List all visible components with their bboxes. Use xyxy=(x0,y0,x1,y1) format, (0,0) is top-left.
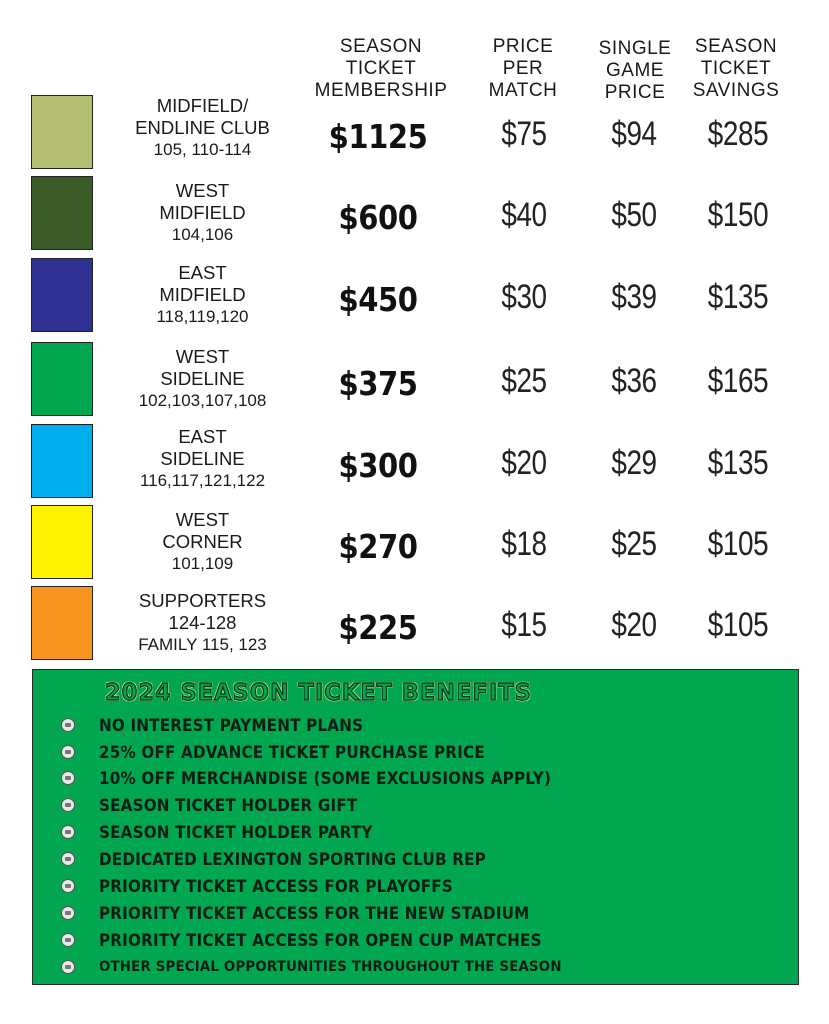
soccer-ball-icon xyxy=(61,825,75,839)
section-name-line1: EAST xyxy=(178,262,227,283)
section-label xyxy=(115,509,290,575)
season-savings: $135 xyxy=(707,278,769,316)
header-single-game-line3: PRICE xyxy=(604,82,666,103)
table-row xyxy=(0,342,829,420)
price-per-match: $75 xyxy=(501,115,547,153)
single-game-price: $50 xyxy=(611,196,657,234)
benefit-text: OTHER SPECIAL OPPORTUNITIES THROUGHOUT THE SEASON xyxy=(99,959,562,975)
table-row xyxy=(0,586,829,664)
section-name-line1: EAST xyxy=(178,426,227,447)
soccer-ball-icon xyxy=(61,718,75,732)
season-savings: $105 xyxy=(707,525,769,563)
section-name-line1: WEST xyxy=(175,180,230,201)
section-numbers: 104,106 xyxy=(171,225,234,244)
season-savings: $105 xyxy=(707,606,769,644)
benefit-item xyxy=(61,955,602,979)
table-row xyxy=(0,258,829,336)
membership-price: $225 xyxy=(338,608,418,647)
price-per-match: $20 xyxy=(501,444,547,482)
single-game-price: $36 xyxy=(611,362,657,400)
header-single-game-line2: GAME xyxy=(606,60,664,81)
table-row xyxy=(0,95,829,173)
price-per-match: $25 xyxy=(501,362,547,400)
benefits-title: 2024 SEASON TICKET BENEFITS xyxy=(105,680,532,706)
benefit-item xyxy=(61,820,396,844)
section-numbers: 116,117,121,122 xyxy=(139,471,266,490)
benefit-item xyxy=(61,928,580,952)
season-savings: $135 xyxy=(707,444,769,482)
table-row xyxy=(0,424,829,502)
section-color-swatch xyxy=(31,176,93,250)
membership-price: $1125 xyxy=(328,117,428,156)
header-per-match-line3: MATCH xyxy=(488,80,558,101)
soccer-ball-icon xyxy=(61,933,75,947)
benefit-item xyxy=(61,713,386,737)
section-numbers: FAMILY 115, 123 xyxy=(138,635,267,654)
soccer-ball-icon xyxy=(61,906,75,920)
header-membership-line1: SEASON xyxy=(339,36,423,57)
season-savings: $150 xyxy=(707,196,769,234)
benefit-text: PRIORITY TICKET ACCESS FOR THE NEW STADIUM xyxy=(99,903,530,923)
price-per-match: $40 xyxy=(501,196,547,234)
membership-price: $375 xyxy=(338,364,418,403)
section-name-line2: SIDELINE xyxy=(160,368,245,389)
benefit-text: SEASON TICKET HOLDER PARTY xyxy=(99,822,373,842)
soccer-ball-icon xyxy=(61,798,75,812)
section-color-swatch xyxy=(31,258,93,332)
soccer-ball-icon xyxy=(61,852,75,866)
single-game-price: $94 xyxy=(611,115,657,153)
section-color-swatch xyxy=(31,424,93,498)
section-label xyxy=(115,590,290,656)
benefit-item xyxy=(61,740,518,764)
section-label xyxy=(115,262,290,328)
benefit-item xyxy=(61,874,484,898)
header-per-match-line1: PRICE xyxy=(492,36,554,57)
section-name-line2: MIDFIELD xyxy=(159,284,246,305)
section-color-swatch xyxy=(31,342,93,416)
benefit-text: NO INTEREST PAYMENT PLANS xyxy=(99,715,364,735)
section-numbers: 102,103,107,108 xyxy=(138,391,267,410)
section-name-line1: MIDFIELD/ xyxy=(156,95,249,116)
benefit-item xyxy=(61,847,520,871)
season-savings: $285 xyxy=(707,115,769,153)
section-name-line1: SUPPORTERS xyxy=(138,590,267,611)
header-single-game-line1: SINGLE xyxy=(598,38,672,59)
section-name-line2: SIDELINE xyxy=(160,448,245,469)
section-name-line1: WEST xyxy=(175,509,230,530)
membership-price: $300 xyxy=(338,446,418,485)
header-membership xyxy=(306,36,456,102)
price-per-match: $30 xyxy=(501,278,547,316)
section-numbers: 118,119,120 xyxy=(156,307,249,326)
section-label xyxy=(115,346,290,412)
price-per-match: $15 xyxy=(501,606,547,644)
section-label xyxy=(115,180,290,246)
section-name-line1: WEST xyxy=(175,346,230,367)
section-name-line2: MIDFIELD xyxy=(159,202,246,223)
header-per-match-line2: PER xyxy=(502,58,544,79)
membership-price: $270 xyxy=(338,527,418,566)
single-game-price: $29 xyxy=(611,444,657,482)
soccer-ball-icon xyxy=(61,879,75,893)
soccer-ball-icon xyxy=(61,745,75,759)
header-per-match xyxy=(478,36,568,102)
header-membership-line3: MEMBERSHIP xyxy=(314,80,448,101)
benefit-text: PRIORITY TICKET ACCESS FOR OPEN CUP MATCHES xyxy=(99,930,542,950)
section-label xyxy=(115,426,290,492)
table-row xyxy=(0,505,829,583)
membership-price: $450 xyxy=(338,280,418,319)
header-savings-line1: SEASON xyxy=(694,36,778,57)
benefit-text: 25% OFF ADVANCE TICKET PURCHASE PRICE xyxy=(99,742,485,762)
soccer-ball-icon xyxy=(61,960,75,974)
benefit-text: 10% OFF MERCHANDISE (SOME EXCLUSIONS APPLY) xyxy=(99,768,552,788)
section-name-line2: CORNER xyxy=(162,531,243,552)
header-membership-line2: TICKET xyxy=(345,58,417,79)
benefit-item xyxy=(61,766,590,790)
header-savings xyxy=(690,36,782,102)
section-numbers: 105, 110-114 xyxy=(153,140,252,159)
soccer-ball-icon xyxy=(61,771,75,785)
section-color-swatch xyxy=(31,505,93,579)
header-savings-line3: SAVINGS xyxy=(692,80,780,101)
section-name-line2: ENDLINE CLUB xyxy=(135,117,270,138)
section-label xyxy=(115,95,290,161)
benefit-text: PRIORITY TICKET ACCESS FOR PLAYOFFS xyxy=(99,876,453,896)
benefit-text: SEASON TICKET HOLDER GIFT xyxy=(99,795,358,815)
membership-price: $600 xyxy=(338,198,418,237)
section-color-swatch xyxy=(31,586,93,660)
single-game-price: $25 xyxy=(611,525,657,563)
section-color-swatch xyxy=(31,95,93,169)
price-per-match: $18 xyxy=(501,525,547,563)
benefit-item xyxy=(61,901,567,925)
benefit-item xyxy=(61,793,380,817)
benefits-panel xyxy=(32,669,799,985)
table-row xyxy=(0,176,829,254)
single-game-price: $20 xyxy=(611,606,657,644)
header-savings-line2: TICKET xyxy=(700,58,772,79)
section-name-line2: 124-128 xyxy=(168,612,237,633)
single-game-price: $39 xyxy=(611,278,657,316)
benefit-text: DEDICATED LEXINGTON SPORTING CLUB REP xyxy=(99,849,486,869)
section-numbers: 101,109 xyxy=(171,554,234,573)
season-savings: $165 xyxy=(707,362,769,400)
